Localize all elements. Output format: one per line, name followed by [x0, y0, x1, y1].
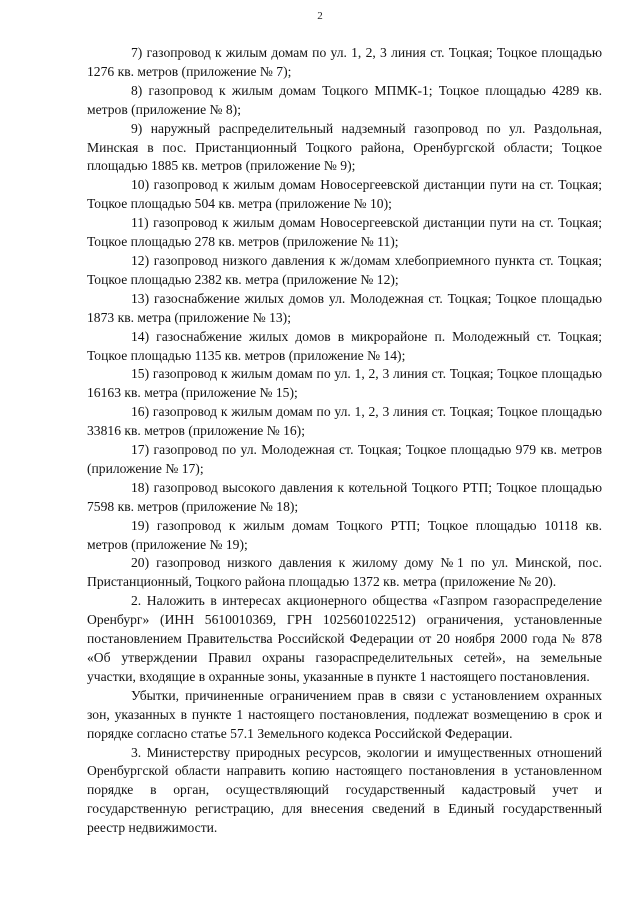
paragraph-item-17: 17) газопровод по ул. Молодежная ст. Тоцкая; Тоцкое площадью 979 кв. метров (приложение № 17); [87, 442, 602, 476]
page-number: 2 [317, 10, 323, 22]
paragraph-item-16: 16) газопровод к жилым домам по ул. 1, 2, 3 линия ст. Тоцкая; Тоцкое площадью 33816 кв. метров (приложение № 16); [87, 404, 602, 439]
paragraph-item-18: 18) газопровод высокого давления к котельной Тоцкого РТП; Тоцкое площадью 7598 кв. метров (приложение № 18); [87, 479, 602, 514]
paragraph-item-14: 14) газоснабжение жилых домов в микрорайоне п. Молодежный ст. Тоцкая; Тоцкое площадью 1135 кв. метров (приложение № 14); [87, 328, 602, 363]
paragraph-item-10: 10) газопровод к жилым домам Новосергеевской дистанции пути на ст. Тоцкая; Тоцкое площадью 504 кв. метра (приложение № 10); [87, 177, 602, 212]
paragraph-item-9: 9) наружный распределительный надземный газопровод по ул. Раздольная, Минская в пос. Пристанционный Тоцкого района, Оренбургской области; Тоцкое площадью 1885 кв. метров (приложение № 9); [87, 120, 602, 174]
paragraph-item-8: 8) газопровод к жилым домам Тоцкого МПМК-1; Тоцкое площадью 4289 кв. метров (приложение № 8); [87, 82, 602, 117]
paragraph-item-20: 20) газопровод низкого давления к жилому дому №1 по ул. Минской, пос. Пристанционный, Тоцкого района площадью 1372 кв. метра (приложение № 20). [87, 555, 602, 590]
paragraph-clause-2: 2. Наложить в интересах акционерного общества «Газпром газораспределение Оренбург» (ИНН 5610010369, ГРН 1025601022512) ограничения, установленные постановлением Правительства Российской Федерации от 20 ноября 2000 года № 878 «Об утверждении Правил охраны газораспределительных сетей», на земельные участки, входящие в охранные зоны, указанные в пункте 1 настоящего постановления. [87, 593, 602, 684]
paragraph-item-13: 13) газоснабжение жилых домов ул. Молодежная ст. Тоцкая; Тоцкое площадью 1873 кв. метра (приложение № 13); [87, 290, 602, 325]
paragraph-item-7: 7) газопровод к жилым домам по ул. 1, 2, 3 линия ст. Тоцкая; Тоцкое площадью 1276 кв. метров (приложение № 7); [87, 45, 602, 79]
paragraph-clause-3: 3. Министерству природных ресурсов, экологии и имущественных отношений Оренбургской области направить копию настоящего постановления в установленном порядке в орган, осуществляющий государственный кадастровый учет и государственную регистрацию, для внесения сведений в Единый государственный реестр недвижимости. [87, 744, 602, 836]
paragraph-item-15: 15) газопровод к жилым домам по ул. 1, 2, 3 линия ст. Тоцкая; Тоцкое площадью 16163 кв. метра (приложение № 15); [87, 366, 602, 401]
document-body [87, 44, 602, 838]
paragraph-item-19: 19) газопровод к жилым домам Тоцкого РТП; Тоцкое площадью 10118 кв. метров (приложение № 19); [87, 517, 602, 552]
paragraph-item-12: 12) газопровод низкого давления к ж/домам хлебоприемного пункта ст. Тоцкая; Тоцкое площадью 2382 кв. метра (приложение № 12); [87, 252, 602, 287]
paragraph-damages: Убытки, причиненные ограничением прав в связи с установлением охранных зон, указанных в пункте 1 настоящего постановления, подлежат возмещению в срок и порядке согласно статье 57.1 Земельного кодекса Российской Федерации. [87, 687, 602, 741]
paragraph-item-11: 11) газопровод к жилым домам Новосергеевской дистанции пути на ст. Тоцкая; Тоцкое площадью 278 кв. метров (приложение № 11); [87, 215, 602, 250]
